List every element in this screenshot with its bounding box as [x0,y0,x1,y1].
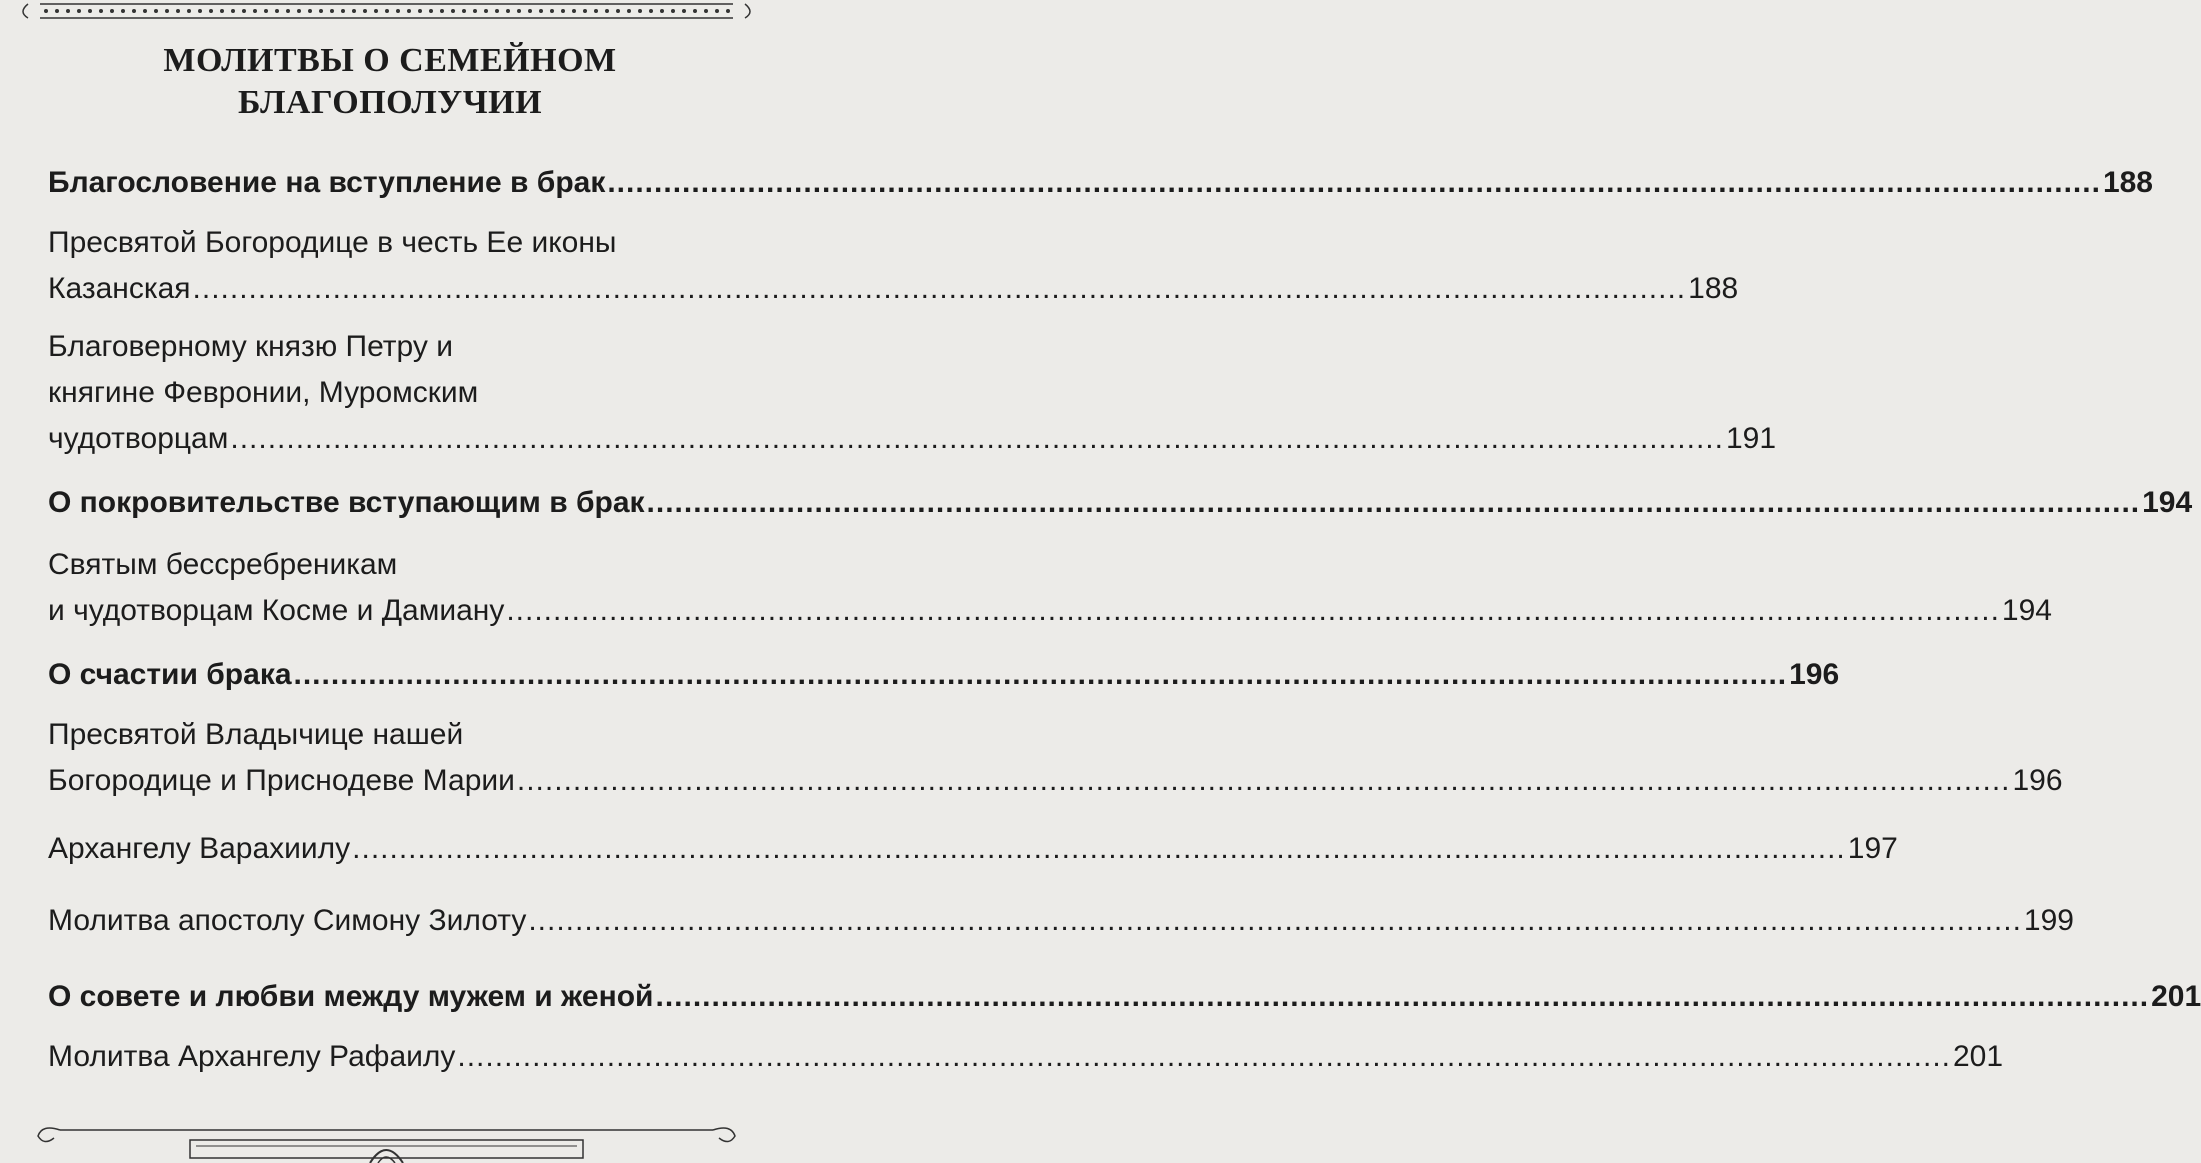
toc-entry-final-line [48,826,1898,872]
toc-entry-title: Благословение на вступление в брак [48,166,606,199]
toc-entry-text-line: Благоверному князю Петру и [48,330,453,363]
toc-entry [48,712,2063,804]
toc-entry-final-line [48,416,1777,462]
toc-entry-title: чудотворцам [48,422,229,455]
toc-page-number: 201 [1952,1040,2004,1073]
dot-leader: ................................................................................................................................................................ [528,904,2022,937]
toc-entry-final-line [48,480,2193,526]
toc-entry-title: О совете и любви между мужем и женой [48,980,654,1013]
toc-page-number: 188 [1688,272,1739,305]
page-title-line-1: МОЛИТВЫ О СЕМЕЙНОМ [163,42,617,79]
toc-page-number: 196 [2012,764,2063,797]
toc-entry-final-line [48,758,2063,804]
bottom-ornament-border [0,1120,773,1163]
toc-entry-final-line [48,588,2052,634]
toc-entry-final-line [48,898,2074,944]
toc-entry-title: Казанская [48,272,191,305]
dot-leader: ................................................................................................................................................................ [506,594,2000,627]
dot-leader: ................................................................................................................................................................ [516,764,2011,797]
page-title [40,40,740,124]
toc-entry-title: и чудотворцам Косме и Дамиану [48,594,505,627]
dot-leader: ................................................................................................................................................................ [646,486,2141,519]
toc-entry-title: О счастии брака [48,658,292,691]
toc-entry [48,542,2052,634]
toc-entry-final-line [48,266,1739,312]
toc-section-heading [48,652,1840,698]
dot-leader: ................................................................................................................................................................ [655,980,2150,1013]
dot-leader: ................................................................................................................................................................ [607,166,2101,199]
toc-page-number: 197 [1847,832,1898,865]
toc-entry-text-line: княгине Февронии, Муромским [48,376,479,409]
toc-entry-text-line: Пресвятой Владычице нашей [48,718,464,751]
toc-entry-title: Богородице и Приснодеве Марии [48,764,515,797]
dot-leader: ................................................................................................................................................................ [352,832,1846,865]
dot-leader: ................................................................................................................................................................ [293,658,1788,691]
toc-entry [48,898,2074,944]
toc-page-number: 194 [2001,594,2052,627]
dot-leader: ................................................................................................................................................................ [192,272,1687,305]
toc-entry [48,1034,2004,1080]
toc-page-number: 191 [1725,422,1777,455]
dot-leader: ................................................................................................................................................................ [230,422,1724,455]
toc-entry [48,826,1898,872]
toc-section-heading [48,480,2193,526]
toc-entry-title: О покровительстве вступающим в брак [48,486,645,519]
toc-entry-title: Молитва апостолу Симону Зилоту [48,904,527,937]
toc-entry-text-line: Пресвятой Богородице в честь Ее иконы [48,226,617,259]
toc-page-number: 194 [2142,486,2193,519]
toc-entry-final-line [48,652,1840,698]
toc-entry-final-line [48,1034,2004,1080]
toc-entry-final-line [48,974,2201,1020]
toc-page-number: 201 [2151,980,2201,1013]
toc-entry-text-line: Святым бессребреникам [48,548,398,581]
page-title-line-2: БЛАГОПОЛУЧИИ [237,84,543,121]
toc-section-heading [48,160,2153,206]
toc-entry [48,220,1739,312]
toc-page-number: 199 [2023,904,2074,937]
toc-entry-title: Молитва Архангелу Рафаилу [48,1040,456,1073]
toc-page-number: 196 [1789,658,1840,691]
top-ornament-border [0,0,773,28]
toc-entry-title: Архангелу Варахиилу [48,832,351,865]
toc-entry [48,324,1777,462]
table-of-contents [48,160,2201,1080]
toc-section-heading [48,974,2201,1020]
dot-leader: ................................................................................................................................................................ [457,1040,1951,1073]
toc-page-number: 188 [2102,166,2153,199]
toc-entry-final-line [48,160,2153,206]
